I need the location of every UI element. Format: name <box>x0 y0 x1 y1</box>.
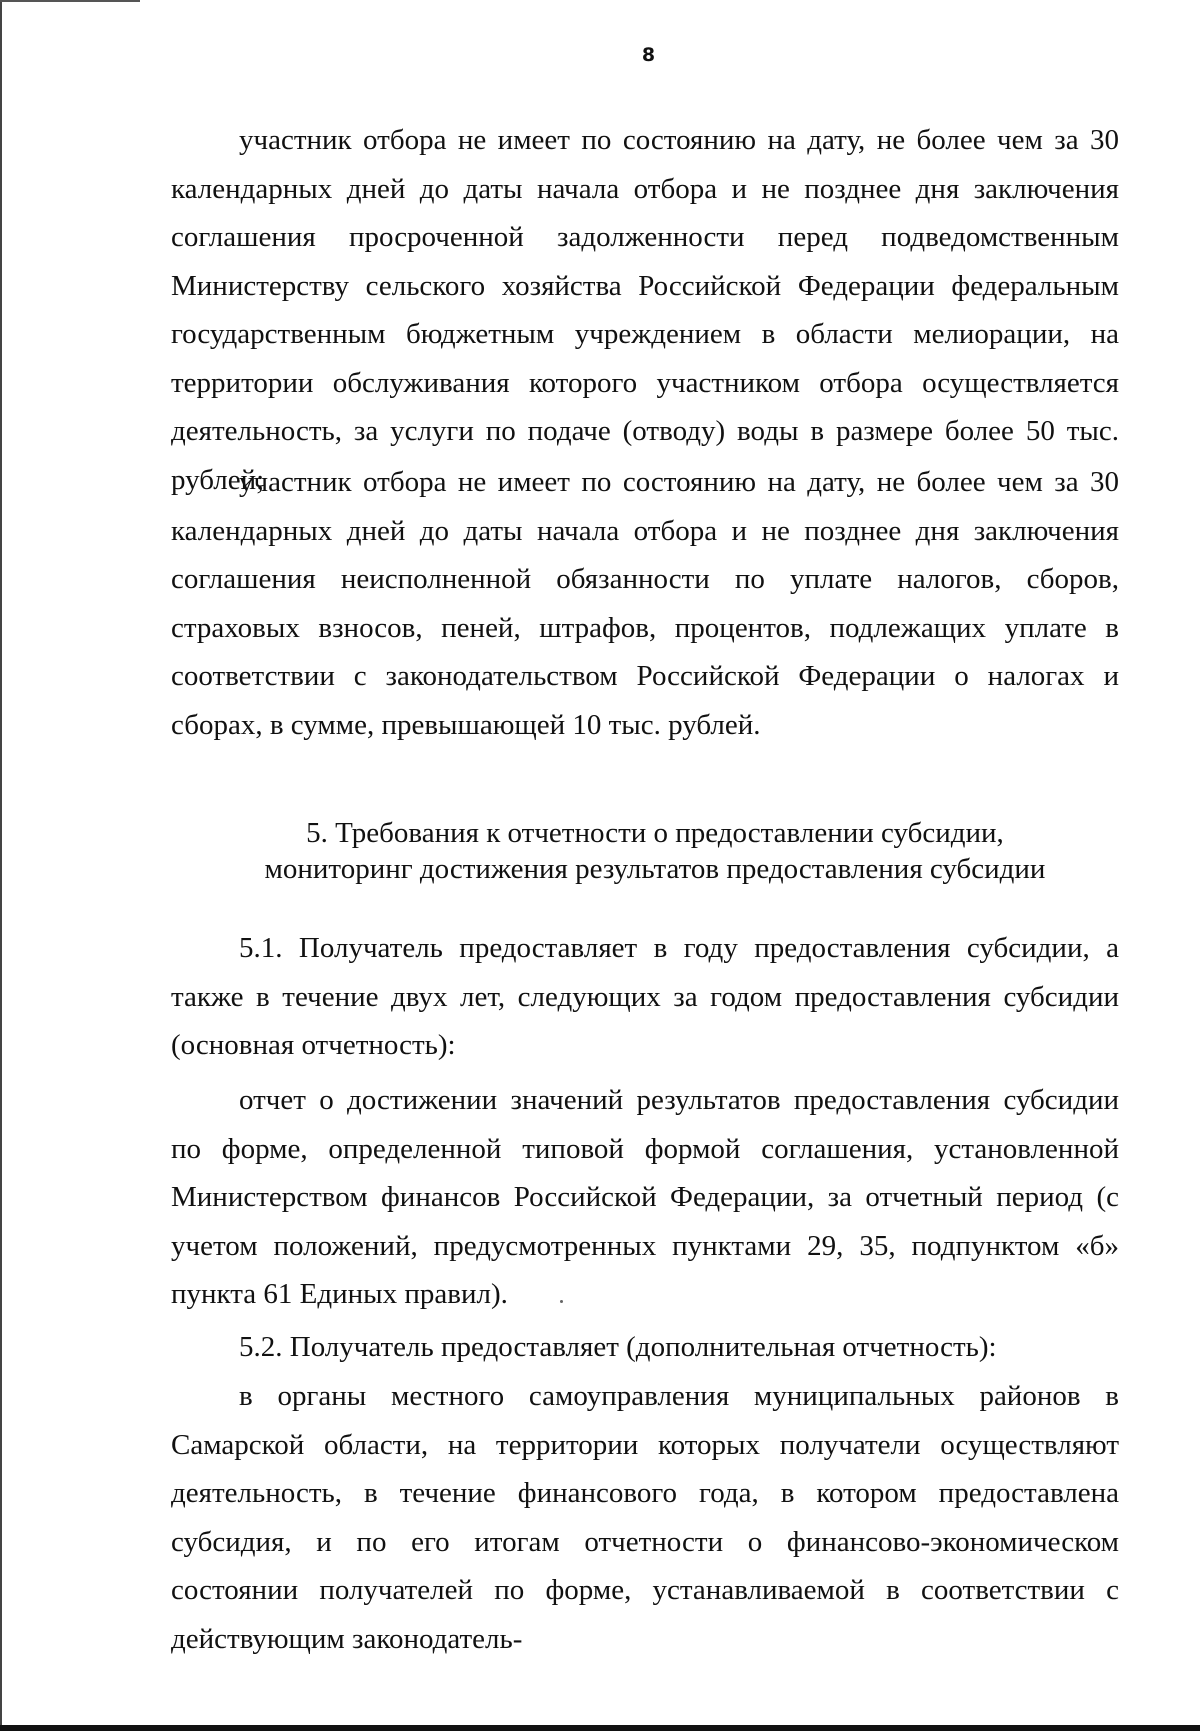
paragraph-report: отчет о достижении значений результатов предоставления субсидии по форме, определенной типовой формой соглашения, установленной Министерством финансов Российской Федерации, за отчетный период (с учетом положений, предусмотренных пунктами 29, 35, подпунктом «б» пункта 61 Единых правил). <box>171 1084 1119 1310</box>
scan-left-edge <box>0 0 2 1731</box>
paragraph-local-authorities: в органы местного самоуправления муниципальных районов в Самарской области, на территории которых получатели осуществляют деятельность, в течение финансового года, в котором предоставлена субсидия, и по его итогам отчетности о финансово-экономическом состоянии получателей по форме, устанавливаемой в соответствии с действующим законодатель- <box>171 1380 1119 1655</box>
paragraph-2: участник отбора не имеет по состоянию на дату, не более чем за 30 календарных дней до даты начала отбора и не позднее дня заключения соглашения неисполненной обязанности по уплате налогов, сборов, страховых взносов, пеней, штрафов, процентов, подлежащих уплате в соответствии с законодательством Российской Федерации о налогах и сборах, в сумме, превышающей 10 тыс. рублей. <box>171 466 1119 741</box>
scan-speck <box>560 1300 563 1303</box>
paragraph-5-1: 5.1. Получатель предоставляет в году предоставления субсидии, а также в течение двух лет, следующих за годом предоставления субсидии (основная отчетность): <box>171 932 1119 1061</box>
paragraph-5-2: 5.2. Получатель предоставляет (дополнительная отчетность): <box>239 1331 997 1363</box>
scan-top-edge <box>0 0 140 2</box>
section-heading: 5. Требования к отчетности о предоставлении субсидии, мониторинг достижения результатов предоставления субсидии <box>264 817 1046 885</box>
page-number: 8 <box>641 44 656 66</box>
scan-bottom-edge <box>0 1725 1200 1731</box>
paragraph-1: участник отбора не имеет по состоянию на дату, не более чем за 30 календарных дней до даты начала отбора и не позднее дня заключения соглашения просроченной задолженности перед подведомственным Министерству сельского хозяйства Российской Федерации федеральным государственным бюджетным учреждением в области мелиорации, на территории обслуживания которого участником отбора осуществляется деятельность, за услуги по подаче (отводу) воды в размере более 50 тыс. рублей; <box>171 124 1119 496</box>
